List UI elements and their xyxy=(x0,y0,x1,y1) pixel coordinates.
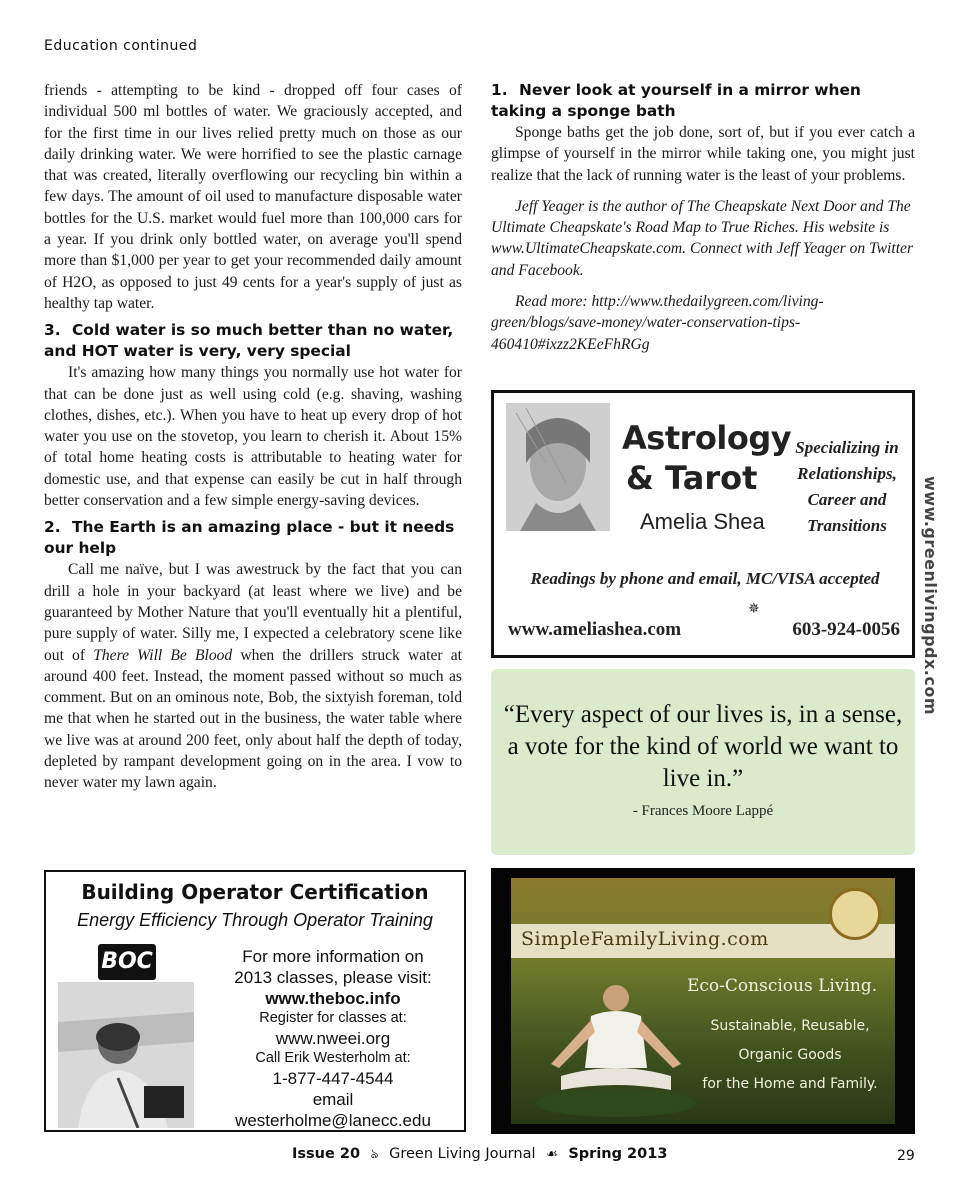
film-title: There Will Be Blood xyxy=(93,646,233,664)
article-paragraph-2 xyxy=(44,559,462,793)
tarot-title: & Tarot xyxy=(626,459,758,497)
boc-website-link[interactable]: www.theboc.info xyxy=(265,989,401,1008)
article-paragraph-3: It's amazing how many things you normally use hot water for that can be done just as well using cold (e.g. shaving, washing clothes, dishes, etc.). When you have to heat up every drop of hot water you use on the stovetop, you learn to cherish it. About 15% of total home heating costs is attributable to heating water for domestic use, and that expense can easily be cut in half through better conservation and a few simple energy-saving devices. xyxy=(44,364,462,510)
seal-icon xyxy=(829,888,881,940)
heading-text: Cold water is so much better than no water, and HOT water is very, very special xyxy=(44,321,454,361)
quote-author: - Frances Moore Lappé xyxy=(632,803,774,819)
boc-email-link[interactable]: westerholme@lanecc.edu xyxy=(235,1111,431,1130)
boc-info-line: email xyxy=(312,1090,354,1109)
specializing-text: Specializing in Relationships, Career and Transitions xyxy=(795,438,899,535)
heading-number: 1. xyxy=(491,81,508,99)
read-more-link[interactable]: Read more: http://www.thedailygreen.com/living-green/blogs/save-money/water-conservation-tips-460410#ixzz2KEeFhRGg xyxy=(491,293,824,353)
practitioner-name: Amelia Shea xyxy=(640,509,765,534)
footer-issue: Issue 20 xyxy=(292,1146,361,1162)
footer-season: Spring 2013 xyxy=(568,1146,668,1162)
boc-info-line: For more information on xyxy=(242,947,424,966)
operator-photo-image xyxy=(58,982,194,1128)
renaissance-portrait-image xyxy=(506,403,610,531)
boc-title: Building Operator Certification xyxy=(81,880,429,904)
paragraph-text: Call me naïve, but I was awestruck by the fact that you can drill a hole in your backyard (at least where we live) and be guaranteed by Mother Nature that you'll eventually hit a plentiful, pure supply of water. Silly me, I expected a celebratory scene like out of xyxy=(44,561,462,664)
meditation-figure-image xyxy=(531,968,701,1118)
astrology-title: Astrology xyxy=(622,419,792,457)
boc-info xyxy=(208,946,458,1131)
nweei-website-link[interactable]: www.nweei.org xyxy=(275,1029,391,1048)
ornament-icon: ☙ xyxy=(546,1147,558,1162)
heading-number: 3. xyxy=(44,321,61,340)
boc-subtitle: Energy Efficiency Through Operator Training xyxy=(77,910,433,930)
sfl-tagline xyxy=(695,1012,885,1099)
side-url[interactable] xyxy=(918,476,944,716)
paragraph-text: when the drillers struck water at around 400 feet. Instead, the moment passed without so much as comment. But on an ominous note, Bob, the sixtyish foreman, told me that when he started out in the business, the water table where we live was at around 200 feet, only about half the depth of today, depleted by rampant development going on in the area. I vow to never water my lawn again. xyxy=(44,646,462,792)
sfl-tagline-line: for the Home and Family. xyxy=(702,1076,878,1092)
side-url-text: www.greenlivingpdx.com xyxy=(921,476,940,716)
astrology-ad[interactable] xyxy=(491,390,915,658)
simplefamilyliving-ad[interactable] xyxy=(491,868,915,1134)
article-heading-3 xyxy=(44,320,462,362)
right-column xyxy=(491,80,915,355)
sfl-background xyxy=(511,878,895,1124)
author-bio: Jeff Yeager is the author of The Cheapskate Next Door and The Ultimate Cheapskate's Road Map to True Riches. His website is www.UltimateCheapskate.com. Connect with Jeff Yeager on Twitter and Facebook. xyxy=(491,197,914,279)
article-paragraph-intro: friends - attempting to be kind - dropped off four cases of individual 500 ml bottles of water. We graciously accepted, and for the first time in our lives relied pretty much on those as our daily drinking water. We were horrified to see the plastic carnage that was created, literally overflowing our recycling bin within a few days. The amount of oil used to manufacture disposable water bottles for the U.S. market would fuel more than 100,000 cars for a year. If you drink only bottled water, on average you'll spend more than $1,000 per year to get your recommended daily amount of H2O, as opposed to just 49 cents for a year's supply of just as healthy tap water. xyxy=(44,82,462,312)
sfl-title: SimpleFamilyLiving.com xyxy=(521,928,769,950)
footer-journal: Green Living Journal xyxy=(389,1146,536,1162)
astrology-website-link[interactable]: www.ameliashea.com xyxy=(508,619,682,640)
article-heading-2 xyxy=(44,517,462,559)
boc-info-line: Call Erik Westerholm at: xyxy=(255,1050,411,1066)
ornament-icon: ✵ xyxy=(748,602,760,617)
sfl-tagline-line: Sustainable, Reusable, xyxy=(710,1018,870,1034)
section-header: Education continued xyxy=(44,38,198,54)
quote-box xyxy=(491,669,915,855)
boc-phone: 1-877-447-4544 xyxy=(272,1069,394,1088)
heading-text: The Earth is an amazing place - but it needs our help xyxy=(44,518,455,558)
boc-ad[interactable] xyxy=(44,870,466,1132)
page-number: 29 xyxy=(897,1148,915,1164)
footer xyxy=(292,1145,667,1166)
left-column xyxy=(44,80,462,794)
boc-info-line: Register for classes at: xyxy=(259,1010,407,1026)
boc-info-line: 2013 classes, please visit: xyxy=(234,968,432,987)
astrology-phone: 603-924-0056 xyxy=(792,619,900,640)
sfl-headline: Eco-Conscious Living. xyxy=(687,976,878,996)
article-heading-1 xyxy=(491,80,915,122)
readings-text: Readings by phone and email, MC/VISA accepted xyxy=(530,569,880,588)
ornament-icon: ঌ xyxy=(370,1147,379,1162)
sfl-tagline-line: Organic Goods xyxy=(738,1047,842,1063)
heading-text: Never look at yourself in a mirror when taking a sponge bath xyxy=(491,81,861,120)
quote-text: “Every aspect of our lives is, in a sense, a vote for the kind of world we want to live in.” xyxy=(503,701,903,792)
article-paragraph-1: Sponge baths get the job done, sort of, but if you ever catch a glimpse of yourself in the mirror while taking one, you might just realize that the lack of running water is the least of your problems. xyxy=(491,124,915,184)
boc-logo: BOC xyxy=(98,944,156,980)
heading-number: 2. xyxy=(44,518,61,537)
